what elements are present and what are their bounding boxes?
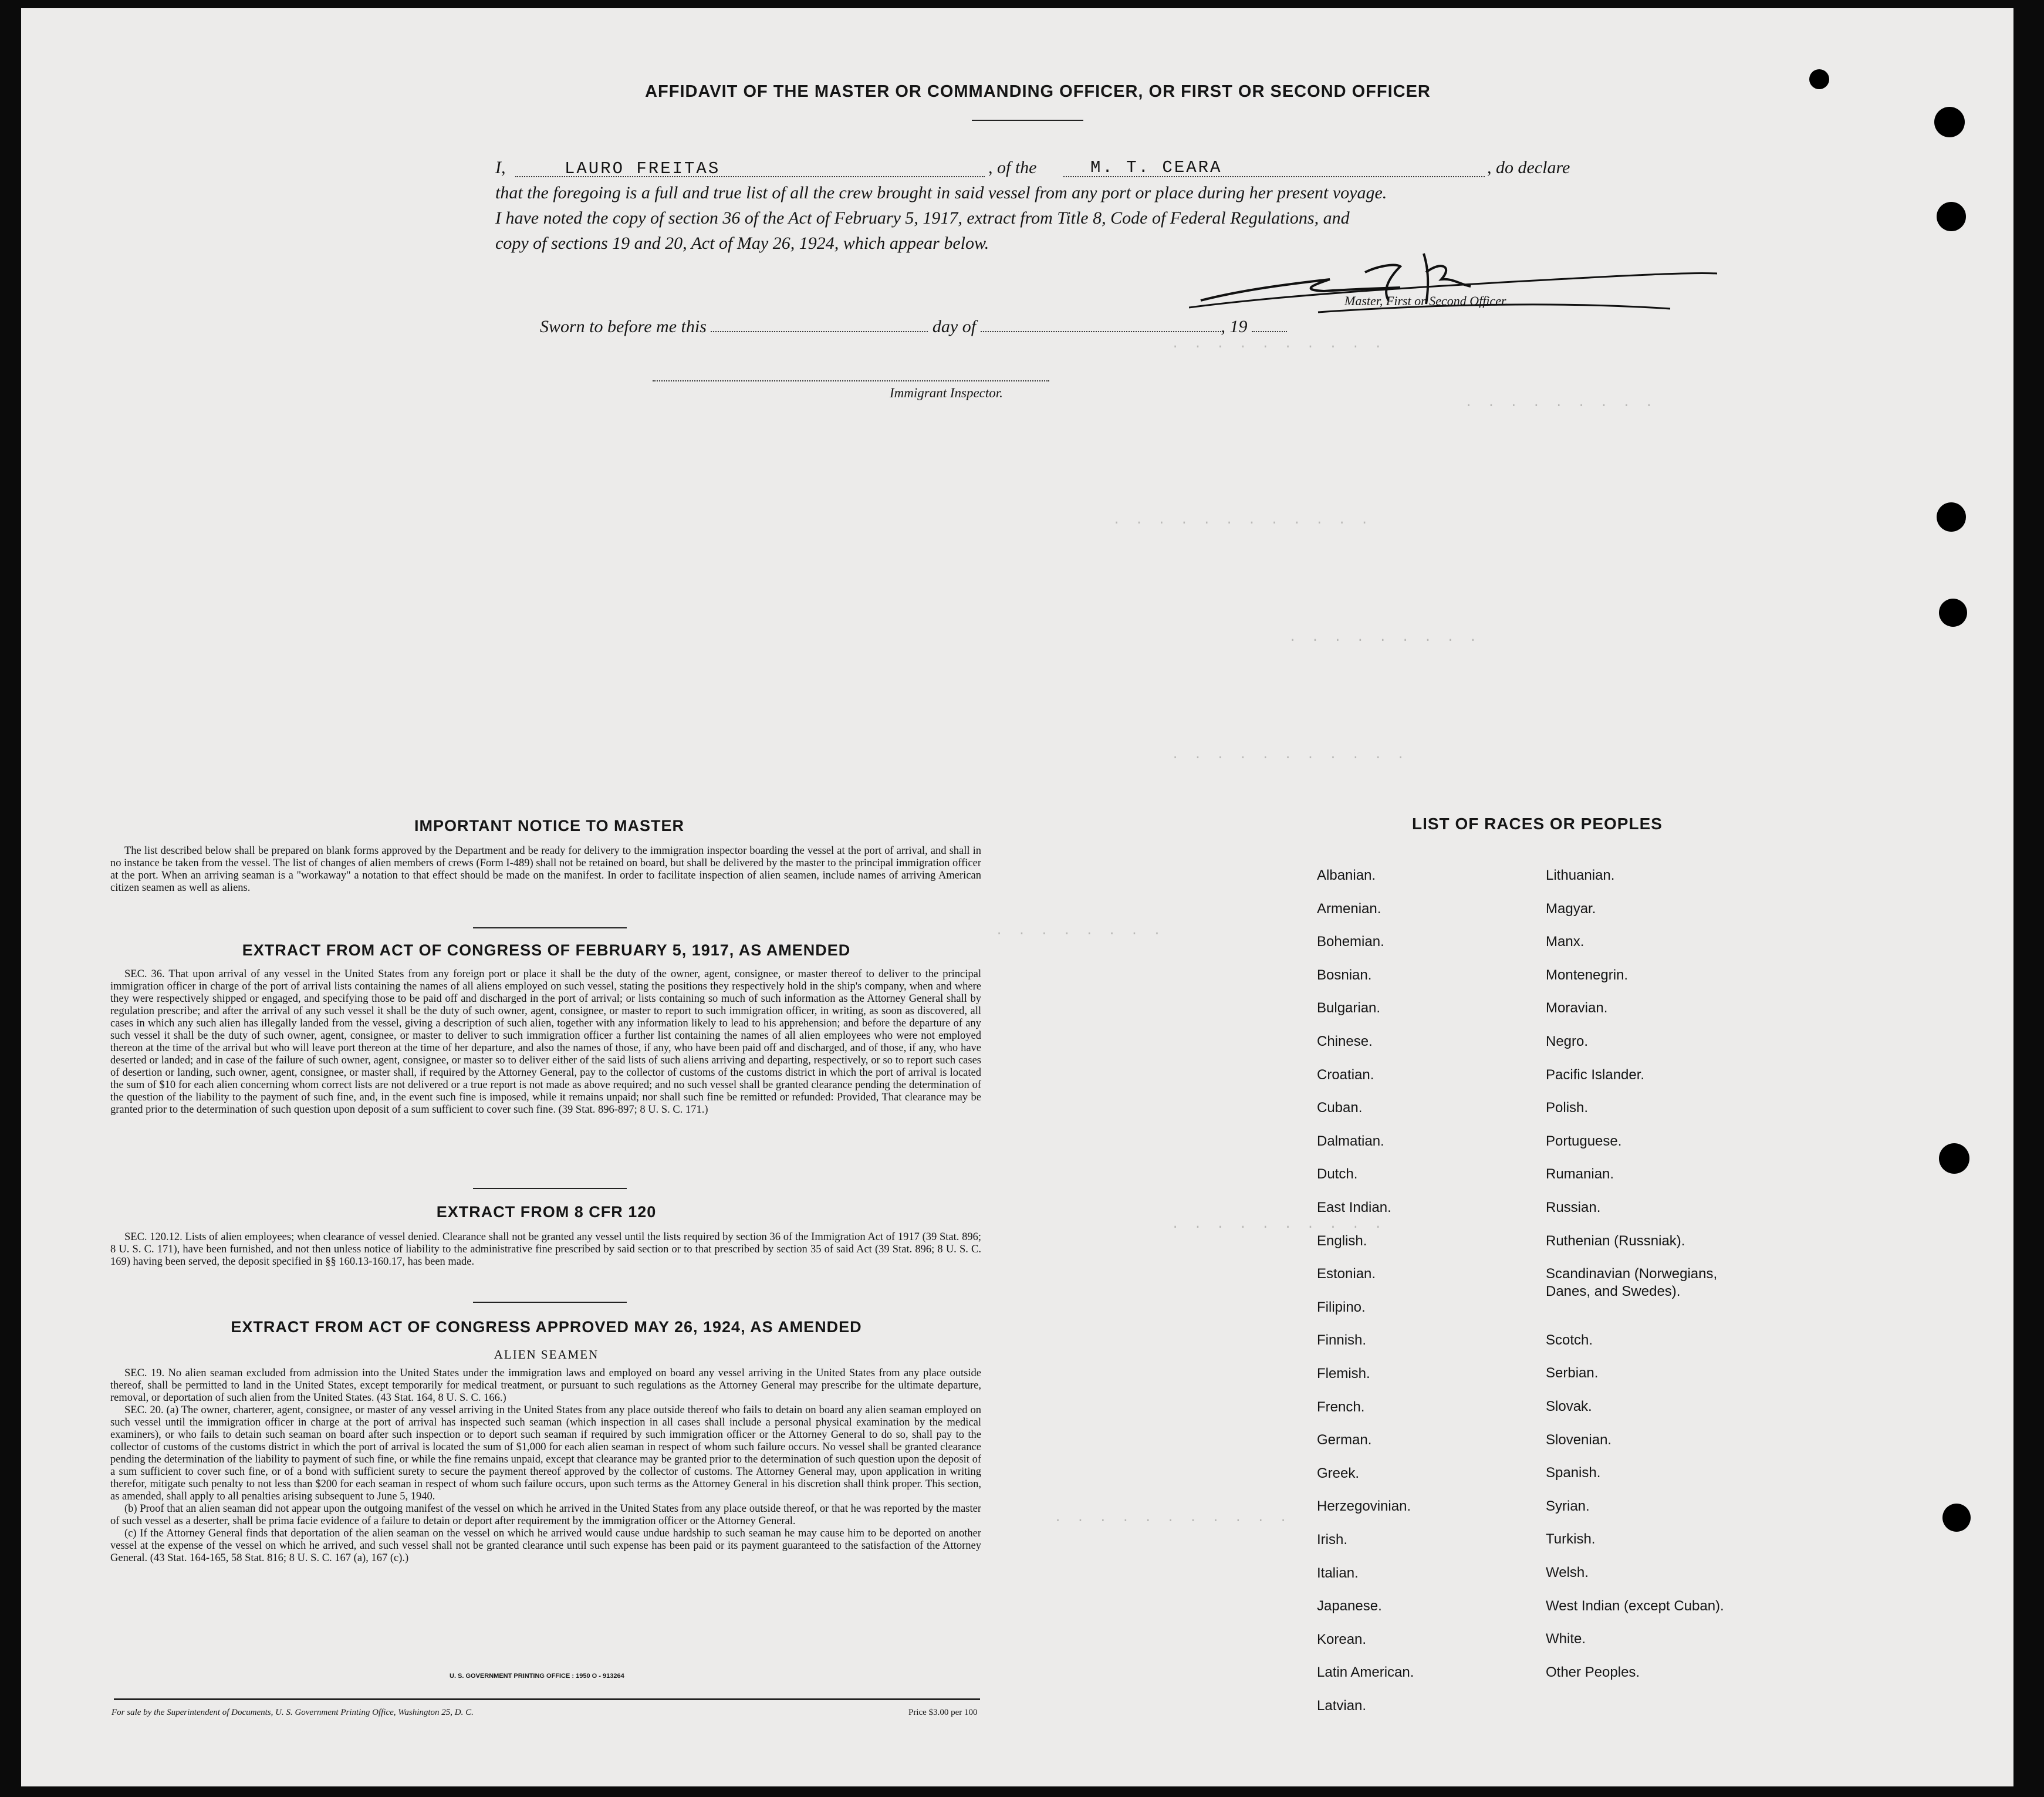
inspector-label: Immigrant Inspector. <box>890 386 1003 400</box>
punch-hole <box>1934 107 1965 137</box>
sworn-day-field[interactable] <box>711 318 928 332</box>
race-item: Armenian. <box>1317 900 1381 917</box>
race-item: White. <box>1546 1631 1586 1647</box>
vessel-name: M. T. CEARA <box>1090 158 1222 177</box>
race-item: French. <box>1317 1399 1365 1415</box>
section-divider <box>473 1188 627 1189</box>
race-item: Dutch. <box>1317 1166 1358 1183</box>
race-item: Latin American. <box>1317 1664 1414 1681</box>
sworn-day-label: day of <box>932 317 977 336</box>
sworn-year-field[interactable] <box>1252 318 1287 332</box>
officer-name-field[interactable] <box>515 155 985 177</box>
punch-hole <box>1937 202 1966 231</box>
extract-cfr-title: EXTRACT FROM 8 CFR 120 <box>436 1203 657 1221</box>
affidavit-title: AFFIDAVIT OF THE MASTER OR COMMANDING OFFICER, OR FIRST OR SECOND OFFICER <box>645 82 1431 101</box>
race-item: Cuban. <box>1317 1100 1363 1116</box>
race-item: Rumanian. <box>1546 1166 1614 1183</box>
races-title: LIST OF RACES OR PEOPLES <box>1412 815 1663 833</box>
race-item: Finnish. <box>1317 1332 1367 1349</box>
race-item: Bulgarian. <box>1317 1000 1381 1016</box>
section-20a-paragraph: SEC. 20. (a) The owner, charterer, agent, consignee, or master of any vessel arriving in the United States from any place outside thereof who fails to detain on board any alien seaman employed on such vessel until the immigration officer in charge at the port of arrival has inspected such seaman (which inspection in all cases shall include a personal physical examination by the medical examiners), or who fails to detain such seaman on board after such inspection or to deport such seaman if required by such immigration officer or the Attorney General to do so, shall pay to the collector of customs of the customs district in which the port of arrival is located the sum of $1,000 for each alien seaman in respect of whom such failure occurs. No vessel shall be granted clearance pending the determination of the liability to payment of such fine, or while the fine remains unpaid, except that clearance may be granted prior to the determination of such question upon the deposit of a sum sufficient to cover such fine, or of a bond with sufficient surety to secure the payment thereof approved by the collector of customs. The Attorney General may, upon application in writing therefor, mitigate such penalty to not less than $200 for each seaman in respect of whom such failure occurs, upon such terms as the Attorney General in his discretion shall think proper. This section, as amended, shall apply to all penalties arising subsequent to June 5, 1940. <box>110 1404 981 1502</box>
section-divider <box>473 927 627 928</box>
race-item: Negro. <box>1546 1033 1589 1049</box>
section-divider <box>473 1302 627 1303</box>
race-item: Flemish. <box>1317 1366 1370 1381</box>
race-item: Greek. <box>1317 1465 1360 1481</box>
of-the-text: , of the <box>988 158 1037 177</box>
race-item: Scandinavian (Norwegians, <box>1546 1266 1718 1282</box>
race-item: Albanian. <box>1317 867 1376 883</box>
form-page: . . . . . . . . . . . . . . . . . . . . . . . . . . . . . . . . . . . . . . . . . . . . . . . . . . . . . . . . . . . . . . . . . . . . . . . . . . . . . . . . AFFIDAVIT OF THE MASTER OR COMMANDING OFFICER, OR FIRST OR SECOND OFFICER I, LAURO FREITAS , of the M. T. CEARA , do declare that the foregoing is a full and true list of all the crew brought in said vessel from any port or place during her present voyage. I have noted the copy of section 36 of the Act of February 5, 1917, extract from Title 8, Code of Federal Regulations, and copy of sections 19 and 20, Act of May 26, 1924, which appear below. Master, First or Second Officer. Sworn to before me this day of , 19 Immigrant Inspector. IMPORTANT NOTICE TO MASTER The list described below shall be prepared on blank forms approved by the Department and be ready for delivery to the immigration inspector boarding the vessel at the port of arrival, and shall in no instance be taken from the vessel. The list of changes of alien members of crews (Form I-489) shall not be retained on board, but shall be delivered by the master to the principal immigration officer at the port. When an arriving seaman is a "workaway" a notation to that effect should be made on the manifest. In order to facilitate inspection of alien seamen, include names of arriving American citizen seamen as well as aliens. EXTRACT FROM ACT OF CONGRESS OF FEBRUARY 5, 1917, AS AMENDED SEC. 36. That upon arrival of any vessel in the United States from any foreign port or place it shall be the duty of the owner, agent, consignee, or master thereof to deliver to the principal immigration officer in charge of the port of arrival lists containing the names of all aliens employed on such vessel, stating the positions they respectively hold in the ship's company, when and where they were respectively shipped or engaged, and specifying those to be paid off and discharged in the port of arrival; or lists containing so much of such information as the Attorney General shall by regulation prescribe; and after the arrival of any such vessel it shall be the duty of such owner, agent, consignee, or master to report to such immigration officer, in writing, as soon as discovered, all cases in which any such alien has illegally landed from the vessel, giving a description of such alien, together with any information likely to lead to his apprehension; and before the departure of any such vessel it shall be the duty of such owner, agent, consignee, or master to deliver to such immigration officer a further list containing the names of all alien employees who were not employed thereon at the time of the arrival but who will leave port thereon at the time of her departure, and also the names of those, if any, who have been paid off and discharged, and of those, if any, who have deserted or landed; and in case of the failure of such owner, agent, consignee, or master so to deliver either of the said lists of such aliens arriving and departing, respectively, or so to report such cases of desertion or landing, such owner, agent, consignee, or master shall, if required by the Attorney General, pay to the collector of customs of the customs district in which the port of arrival is located the sum of $10 for each alien concerning whom correct lists are not delivered or a true report is not made as above required; and no such vessel shall be granted clearance pending the determination of the question of the liability to the payment of such fine, and, in the event such fine is imposed, while it remains unpaid; nor shall such fine be remitted or refunded: Provided, That clearance may be granted prior to the determination of such question upon deposit of a sum sufficient to cover such fine. (39 Stat. 896-897; 8 U. S. C. 171.) EXTRACT FROM 8 CFR 120 SEC. 120.12. Lists of alien employees; when clearance of vessel denied. Clearance shall not be granted any vessel until the lists required by section 36 of the Immigration Act of 1917 (39 Stat. 896; 8 U. S. C. 171), have been furnished, and not then unless notice of liability to the administrative fine prescribed by said section or to that prescribed by section 35 of said Act (39 Stat. 896; 8 U. S. C. 169) having been served, the deposit specified in §§ 160.13-160.17, has been made. EXTRACT FROM ACT OF CONGRESS APPROVED MAY 26, 1924, AS AMENDED ALIEN SEAMEN SEC. 19. No alien seaman excluded from admission into the United States under the immigration laws and employed on board any vessel arriving in the United States from any place outside thereof, shall be permitted to land in the United States, except temporarily for medical treatment, or pursuant to such regulations as the Attorney General may prescribe for the ultimate departure, removal, or deportation of such alien from the United States. (43 Stat. 164, 8 U. S. C. 166.) SEC. 20. (a) The owner, charterer, agent, consignee, or master of any vessel arriving in the United States from any place outside thereof who fails to detain on board any alien seaman employed on such vessel until the immigration officer in charge at the port of arrival has inspected such seaman (which inspection in all cases shall include a personal physical examination by the medical examiners), or who fails to detain such seaman on board after such inspection or to deport such seaman if required by such immigration officer or the Attorney General to do so, shall pay to the collector of customs of the customs district in which the port of arrival is located the sum of $1,000 for each alien seaman in respect of whom such failure occurs. No vessel shall be granted clearance pending the determination of the liability to payment of such fine, or while the fine remains unpaid, except that clearance may be granted prior to the determination of such question upon the deposit of a sum sufficient to cover such fine, or of a bond with sufficient surety to secure the payment thereof approved by the collector of customs. The Attorney General may, upon application in writing therefor, mitigate such penalty to not less than $200 for each seaman in respect of whom such failure occurs, upon such terms as the Attorney General in his discretion shall think proper. This section, as amended, shall apply to all penalties arising subsequent to June 5, 1940. (b) Proof that an alien seaman did not appear upon the outgoing manifest of the vessel on which he arrived in the United States from any place outside thereof, or that he was reported by the master of such vessel as a deserter, shall be prima facie evidence of a failure to detain or deport after requirement by the immigration officer or the Attorney General. (c) If the Attorney General finds that deportation of the alien seaman on the vessel on which he arrived would cause undue hardship to such seaman he may cause him to be deported on another vessel at the expense of the vessel on which he arrived, and such vessel shall not be granted clearance until such expense has been paid or its payment guaranteed to the satisfaction of the Attorney General. (43 Stat. 164-165, 58 Stat. 816; 8 U. S. C. 167 (a), 167 (c).) U. S. GOVERNMENT PRINTING OFFICE : 1950 O - 913264 For sale by the Superintendent of Documents, U. S. Government Printing Office, Washington 25, D. C. Price $3.00 per 100 LIST OF RACES OR PEOPLES Albanian. Armenian. Bohemian. Bosnian. Bulgarian. Chinese. Croatian. Cuban. Dalmatian. Dutch. East Indian. English. Estonian. Filipino. Finnish. Flemish. French. German. Greek. Herzegovinian. Irish. Italian. Japanese. Korean. Latin American. Latvian. Lithuanian. Magyar. Manx. Montenegrin. Moravian. Negro. Pacific Islander. Polish. Portuguese. Rumanian. Russian. Ruthenian (Russniak). Scandinavian (Norwegians, Danes, and Swedes). Scotch. Serbian. Slovak. Slovenian. Spanish. Syrian. Turkish. Welsh. West Indian (except Cuban). White. Other Peoples. <box>21 8 2013 1786</box>
gpo-imprint: U. S. GOVERNMENT PRINTING OFFICE : 1950 O - 913264 <box>450 1673 624 1680</box>
declaration-line-2: that the foregoing is a full and true list of all the crew brought in said vessel from any port or place during her present voyage. <box>495 183 1387 202</box>
race-item: Ruthenian (Russniak). <box>1546 1232 1685 1249</box>
race-item: Portuguese. <box>1546 1133 1622 1149</box>
race-item: East Indian. <box>1317 1200 1391 1215</box>
race-item: Spanish. <box>1546 1465 1601 1481</box>
race-item: Turkish. <box>1546 1531 1596 1548</box>
race-item: Estonian. <box>1317 1266 1376 1282</box>
declaration-line-4: copy of sections 19 and 20, Act of May 26, 1924, which appear below. <box>495 234 989 253</box>
sworn-year-label: , 19 <box>1221 317 1248 336</box>
signer-label: Master, First or Second Officer. <box>1344 293 1508 308</box>
declaration-line-1 <box>495 155 1610 180</box>
alien-seamen-subtitle: ALIEN SEAMEN <box>494 1347 599 1362</box>
extract-cfr-text <box>110 1231 981 1268</box>
officer-name: LAURO FREITAS <box>565 159 721 178</box>
footer-price: Price $3.00 per 100 <box>908 1708 978 1717</box>
declarant-pronoun: I, <box>495 158 506 177</box>
race-item: Korean. <box>1317 1631 1367 1647</box>
sworn-line <box>540 317 1287 337</box>
race-item: Moravian. <box>1546 1000 1608 1016</box>
extract-1917-text <box>110 968 981 1116</box>
footer-rule <box>114 1698 980 1700</box>
race-item: Bosnian. <box>1317 967 1372 983</box>
do-declare-text: , do declare <box>1487 158 1570 177</box>
punch-hole <box>1939 1143 1969 1174</box>
notice-paragraph: The list described below shall be prepared on blank forms approved by the Department and be ready for delivery to the immigration inspector boarding the vessel at the port of arrival, and shall in no instance be taken from the vessel. The list of changes of alien members of crews (Form I-489) shall not be retained on board, but shall be delivered by the master to the principal immigration officer at the port. When an arriving seaman is a "workaway" a notation to that effect should be made on the manifest. In order to facilitate inspection of alien seamen, include names of arriving American citizen seamen as well as aliens. <box>110 845 981 894</box>
punch-hole <box>1809 69 1829 89</box>
section-20b-paragraph: (b) Proof that an alien seaman did not appear upon the outgoing manifest of the vessel on which he arrived in the United States from any place outside thereof, or that he was reported by the master of such vessel as a deserter, shall be prima facie evidence of a failure to detain or deport after requirement by the immigration officer or the Attorney General. <box>110 1503 981 1527</box>
race-item: Bohemian. <box>1317 934 1384 950</box>
race-item: Dalmatian. <box>1317 1133 1384 1149</box>
title-divider <box>972 120 1083 121</box>
race-item: Filipino. <box>1317 1299 1366 1315</box>
extract-1924-text <box>110 1367 981 1565</box>
race-item: West Indian (except Cuban). <box>1546 1597 1724 1614</box>
race-item: Pacific Islander. <box>1546 1066 1645 1083</box>
punch-hole <box>1937 502 1966 532</box>
race-item: Polish. <box>1546 1100 1589 1116</box>
race-item: Montenegrin. <box>1546 967 1629 983</box>
race-item: Welsh. <box>1546 1565 1589 1580</box>
race-item: Irish. <box>1317 1532 1348 1548</box>
race-item: Serbian. <box>1546 1365 1599 1381</box>
race-item: Slovak. <box>1546 1399 1592 1414</box>
affidavit-declaration <box>495 155 1610 256</box>
inspector-signature-line[interactable] <box>653 380 1049 381</box>
section-36-paragraph: SEC. 36. That upon arrival of any vessel in the United States from any foreign port or place it shall be the duty of the owner, agent, consignee, or master thereof to deliver to the principal immigration officer in charge of the port of arrival lists containing the names of all aliens employed on such vessel, stating the positions they respectively hold in the ship's company, when and where they were respectively shipped or engaged, and specifying those to be paid off and discharged in the port of arrival; or lists containing so much of such information as the Attorney General shall by regulation prescribe; and after the arrival of any such vessel it shall be the duty of such owner, agent, consignee, or master to report to such immigration officer, in writing, as soon as discovered, all cases in which any such alien has illegally landed from the vessel, giving a description of such alien, together with any information likely to lead to his apprehension; and before the departure of any such vessel it shall be the duty of such owner, agent, consignee, or master to deliver to such immigration officer a further list containing the names of all alien employees who were not employed thereon at the time of the arrival but who will leave port thereon at the time of her departure, and also the names of those, if any, who have been paid off and discharged, and of those, if any, who have deserted or landed; and in case of the failure of such owner, agent, consignee, or master so to deliver either of the said lists of such aliens arriving and departing, respectively, or so to report such cases of desertion or landing, such owner, agent, consignee, or master shall, if required by the Attorney General, pay to the collector of customs of the customs district in which the port of arrival is located the sum of $10 for each alien concerning whom correct lists are not delivered or a true report is not made as above required; and no such vessel shall be granted clearance pending the determination of the question of the liability to the payment of such fine, and, in the event such fine is imposed, while it remains unpaid; nor shall such fine be remitted or refunded: Provided, That clearance may be granted prior to the determination of such question upon deposit of a sum sufficient to cover such fine. (39 Stat. 896-897; 8 U. S. C. 171.) <box>110 968 981 1116</box>
race-item: Chinese. <box>1317 1033 1373 1049</box>
race-item: Russian. <box>1546 1200 1601 1215</box>
notice-title: IMPORTANT NOTICE TO MASTER <box>414 817 684 835</box>
sworn-prefix: Sworn to before me this <box>540 317 707 336</box>
race-item: Herzegovinian. <box>1317 1498 1411 1515</box>
race-item: Danes, and Swedes). <box>1546 1283 1681 1300</box>
punch-hole <box>1942 1504 1971 1532</box>
race-item: Latvian. <box>1317 1698 1367 1714</box>
race-item: Croatian. <box>1317 1066 1374 1083</box>
race-item: Slovenian. <box>1546 1431 1612 1448</box>
race-item: Syrian. <box>1546 1498 1590 1514</box>
sworn-month-field[interactable] <box>981 318 1221 332</box>
vessel-name-field[interactable] <box>1063 155 1485 177</box>
punch-hole <box>1939 599 1967 627</box>
declaration-line-3: I have noted the copy of section 36 of the Act of February 5, 1917, extract from Title 8, Code of Federal Regulations, and <box>495 208 1350 228</box>
race-item: English. <box>1317 1232 1367 1249</box>
extract-1917-title: EXTRACT FROM ACT OF CONGRESS OF FEBRUARY 5, 1917, AS AMENDED <box>242 941 851 959</box>
race-item: Scotch. <box>1546 1332 1593 1348</box>
race-item: Italian. <box>1317 1565 1359 1581</box>
notice-text <box>110 845 981 894</box>
race-item: Japanese. <box>1317 1598 1382 1614</box>
race-item: Lithuanian. <box>1546 867 1615 883</box>
section-20c-paragraph: (c) If the Attorney General finds that deportation of the alien seaman on the vessel on which he arrived would cause undue hardship to such seaman he may cause him to be deported on another vessel at the expense of the vessel on which he arrived, and such vessel shall not be granted clearance until such expense has been paid or its payment guaranteed to the satisfaction of the Attorney General. (43 Stat. 164-165, 58 Stat. 816; 8 U. S. C. 167 (a), 167 (c).) <box>110 1528 981 1564</box>
race-item: German. <box>1317 1432 1372 1448</box>
race-item: Manx. <box>1546 934 1584 950</box>
section-19-paragraph: SEC. 19. No alien seaman excluded from admission into the United States under the immigration laws and employed on board any vessel arriving in the United States from any place outside thereof, shall be permitted to land in the United States, except temporarily for medical treatment, or pursuant to such regulations as the Attorney General may prescribe for the ultimate departure, removal, or deportation of such alien from the United States. (43 Stat. 164, 8 U. S. C. 166.) <box>110 1367 981 1404</box>
section-120-paragraph: SEC. 120.12. Lists of alien employees; when clearance of vessel denied. Clearance shall not be granted any vessel until the lists required by section 36 of the Immigration Act of 1917 (39 Stat. 896; 8 U. S. C. 171), have been furnished, and not then unless notice of liability to the administrative fine prescribed by said section or to that prescribed by section 35 of said Act (39 Stat. 896; 8 U. S. C. 169) having been served, the deposit specified in §§ 160.13-160.17, has been made. <box>110 1231 981 1268</box>
extract-1924-title: EXTRACT FROM ACT OF CONGRESS APPROVED MAY 26, 1924, AS AMENDED <box>231 1318 862 1336</box>
race-item: Other Peoples. <box>1546 1664 1640 1680</box>
race-item: Magyar. <box>1546 900 1596 917</box>
footer-sale-notice: For sale by the Superintendent of Documents, U. S. Government Printing Office, Washington 25, D. C. <box>112 1708 474 1717</box>
